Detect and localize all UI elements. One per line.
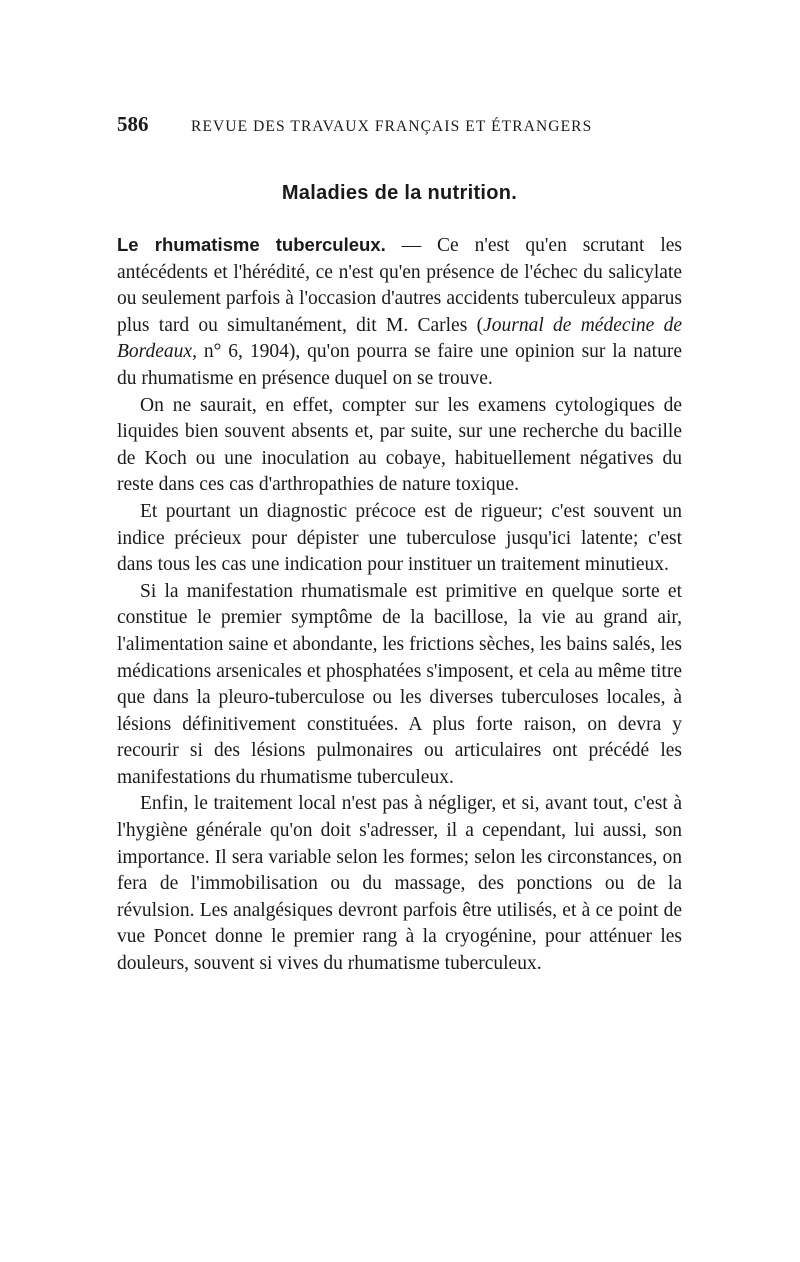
paragraph-2: On ne saurait, en effet, compter sur les examens cytologiques de liquides bien souvent absents et, par suite, sur une recherche du bacille de Koch ou une inoculation au cobaye, habituellement négatives du reste dans ces cas d'arthropathies de nature toxique. <box>117 394 682 496</box>
paragraph-1-text-b: n° 6, 1904), qu'on pourra se faire une opinion sur la nature du rhumatisme en présence duquel on se trouve. <box>117 341 682 389</box>
paragraph-5: Enfin, le traitement local n'est pas à négliger, et si, avant tout, c'est à l'hygiène générale qu'on doit s'adresser, il a cependant, lui aussi, son importance. Il sera variable selon les formes; selon les circonstances, on fera de l'immobilisation ou du massage, des ponctions ou de la révulsion. Les analgésiques devront parfois être utilisés, et à ce point de vue Poncet donne le premier rang à la cryogénine, pour atténuer les douleurs, souvent si vives du rhumatisme tuberculeux. <box>117 793 682 975</box>
section-title: Maladies de la nutrition. <box>281 182 518 204</box>
journal-citation: Journal de médecine de Bordeaux, <box>117 314 683 363</box>
book-page <box>117 112 682 978</box>
running-head <box>117 112 682 142</box>
page-number: 586 <box>117 112 149 136</box>
journal-title: REVUE DES TRAVAUX FRANÇAIS ET ÉTRANGERS <box>191 118 593 135</box>
paragraph-4: Si la manifestation rhumatismale est primitive en quelque sorte et constitue le premier symptôme de la bacillose, la vie au grand air, l'alimentation saine et abondante, les frictions sèches, les bains salés, les médications arsenicales et phosphatées s'imposent, et cela au même titre que dans la pleuro-tuberculose ou les diverses tuberculoses locales, à lésions définitivement constituées. A plus forte raison, on devra y recourir si des lésions pulmonaires ou articulaires ont précédé les manifestations du rhumatisme tuberculeux. <box>117 580 682 788</box>
paragraph-1-text-a: — Ce n'est qu'en scrutant les antécédents et l'hérédité, ce n'est qu'en présence de l'échec du salicylate ou seulement parfois à l'occasion d'autres accidents tuberculeux apparus plus tard ou simultanément, dit M. Carles ( <box>117 235 682 336</box>
paragraph-1 <box>117 232 682 393</box>
article-title: Le rhumatisme tuberculeux. <box>117 234 386 255</box>
paragraph-3: Et pourtant un diagnostic précoce est de rigueur; c'est souvent un indice précieux pour dépister une tuberculose jusqu'ici latente; c'est dans tous les cas une indication pour instituer un traitement minutieux. <box>117 500 682 576</box>
